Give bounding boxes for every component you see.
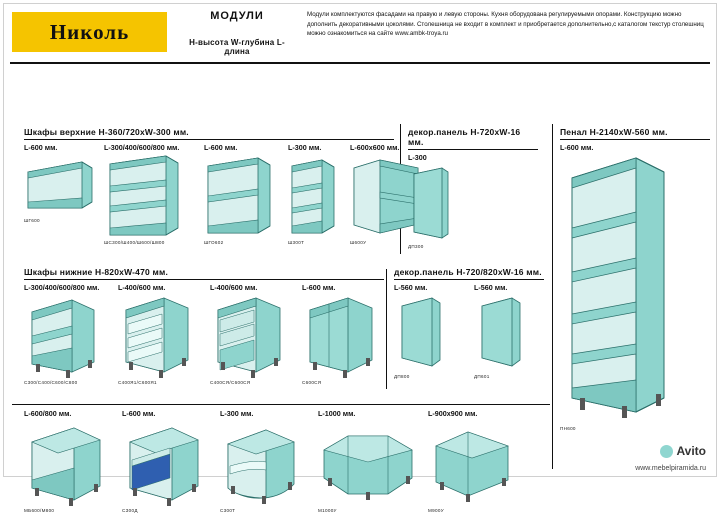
vertical-divider-lower-decor: [386, 269, 387, 389]
section-bottom: [24, 406, 544, 513]
product-lower-2-size: L-400/600 мм.: [118, 283, 166, 292]
product-upper-1[interactable]: [24, 140, 96, 223]
product-bottom-4-drawing: [318, 420, 418, 506]
product-bottom-2-code: СЗ00Д: [122, 508, 138, 513]
product-lower-decor-2[interactable]: [474, 280, 536, 379]
product-penal-1-drawing: [560, 154, 680, 424]
product-lower-1-code: С300/С400/С600/С800: [24, 380, 78, 385]
section-upper: [24, 122, 400, 245]
product-bottom-5-size: L-900x900 мм.: [428, 409, 478, 418]
product-upper-3-drawing: [204, 154, 280, 238]
product-upper-4-size: L-300 мм.: [288, 143, 322, 152]
product-upper-5-size: L-600x600 мм.: [350, 143, 400, 152]
section-lower-decor-title: декор.панель H-720/820xW-16 мм.: [394, 267, 542, 277]
product-lower-decor-2-size: L-560 мм.: [474, 283, 508, 292]
product-lower-decor-1-code: ДП800: [394, 374, 410, 379]
product-upper-2[interactable]: [104, 140, 196, 245]
product-lower-decor-2-drawing: [474, 294, 532, 372]
product-lower-2[interactable]: [118, 280, 202, 385]
product-lower-1-size: L-300/400/600/800 мм.: [24, 283, 100, 292]
avito-watermark: [660, 444, 706, 458]
section-lower-decor: [394, 262, 544, 379]
product-penal-1-code: ПН600: [560, 426, 576, 431]
product-lower-3[interactable]: [210, 280, 294, 385]
product-upper-1-size: L-600 мм.: [24, 143, 58, 152]
product-lower-decor-2-code: ДП601: [474, 374, 490, 379]
page-title: МОДУЛИ: [210, 10, 264, 22]
product-penal-1-size: L-600 мм.: [560, 143, 594, 152]
product-bottom-2[interactable]: [122, 406, 214, 513]
section-upper-decor: [408, 122, 538, 249]
footer-website[interactable]: www.mebelpiramida.ru: [635, 465, 706, 472]
avito-watermark-text: Avito: [676, 444, 706, 458]
product-lower-2-code: С400Я1/С600Я1: [118, 380, 157, 385]
header-title-group: [177, 8, 297, 56]
section-upper-decor-underline: [408, 149, 538, 150]
product-upper-4-drawing: [288, 154, 342, 238]
product-upper-2-code: ШС300/Ш400/Ш600/Ш800: [104, 240, 165, 245]
product-bottom-2-size: L-600 мм.: [122, 409, 156, 418]
product-upper-decor-1[interactable]: [408, 153, 468, 249]
section-upper-title: Шкафы верхние H-360/720xW-300 мм.: [24, 127, 189, 137]
product-bottom-1[interactable]: [24, 406, 116, 513]
product-lower-4-code: С600СЯ: [302, 380, 322, 385]
product-lower-1-drawing: [24, 294, 110, 378]
product-bottom-3-drawing: [220, 420, 308, 506]
product-bottom-5[interactable]: [428, 406, 526, 513]
product-upper-1-drawing: [24, 154, 96, 216]
product-lower-4[interactable]: [302, 280, 384, 385]
product-bottom-3-size: L-300 мм.: [220, 409, 254, 418]
product-bottom-5-code: М900У: [428, 508, 444, 513]
product-lower-decor-1[interactable]: [394, 280, 456, 379]
section-lower: [24, 262, 384, 385]
product-upper-decor-1-drawing: [408, 164, 466, 242]
product-upper-decor-1-size: L-300: [408, 153, 427, 162]
page-header: [0, 0, 720, 60]
product-lower-3-size: L-400/600 мм.: [210, 283, 258, 292]
avito-logo-icon: [660, 445, 673, 458]
section-penal-title: Пенал H-2140xW-560 мм.: [560, 127, 668, 137]
section-penal-underline: [560, 139, 710, 140]
header-note: Модули комплектуются фасадами на правую и левую стороны. Кухня оборудована регулируемыми опорами. Конструкцию можно дополнить декоративными цоколями. Столешница не входит в комплект и приобретается дополнительно,с каталогом текстур столешниц можно ознакомиться на сайте www.ambk-troya.ru: [307, 11, 704, 38]
product-bottom-1-size: L-600/800 мм.: [24, 409, 72, 418]
product-penal-1[interactable]: [560, 143, 710, 431]
product-lower-2-drawing: [118, 294, 202, 378]
product-bottom-3[interactable]: [220, 406, 312, 513]
section-penal: [560, 122, 710, 431]
product-lower-decor-1-size: L-560 мм.: [394, 283, 428, 292]
product-bottom-4-code: М1000У: [318, 508, 337, 513]
product-lower-4-drawing: [302, 294, 384, 378]
product-bottom-1-drawing: [24, 420, 112, 506]
brand-name: Николь: [49, 19, 130, 44]
product-upper-3-code: ШГО602: [204, 240, 224, 245]
header-divider: [10, 62, 710, 64]
product-upper-2-size: L-300/400/600/800 мм.: [104, 143, 180, 152]
product-bottom-2-drawing: [122, 420, 210, 506]
brand-logo: [12, 12, 167, 52]
product-lower-1[interactable]: [24, 280, 110, 385]
product-upper-3-size: L-600 мм.: [204, 143, 238, 152]
product-upper-5-code: Ш600У: [350, 240, 367, 245]
product-upper-4-code: Ш300Т: [288, 240, 305, 245]
product-bottom-5-drawing: [428, 420, 520, 506]
product-bottom-1-code: МБ600/М800: [24, 508, 55, 513]
section-upper-decor-title: декор.панель H-720xW-16 мм.: [408, 127, 521, 147]
vertical-divider: [552, 124, 553, 469]
bottom-row-divider: [12, 404, 550, 405]
dimension-legend: H-высота W-глубина L-длина: [189, 38, 285, 56]
product-upper-2-drawing: [104, 154, 196, 238]
product-bottom-3-code: С300Т: [220, 508, 236, 513]
product-lower-3-drawing: [210, 294, 294, 378]
product-upper-1-code: ШГ600: [24, 218, 40, 223]
product-upper-3[interactable]: [204, 140, 280, 245]
product-bottom-4-size: L-1000 мм.: [318, 409, 356, 418]
product-upper-decor-1-code: ДП300: [408, 244, 424, 249]
product-lower-3-code: С400СЯ/С600СЯ: [210, 380, 251, 385]
product-bottom-4[interactable]: [318, 406, 422, 513]
product-lower-decor-1-drawing: [394, 294, 452, 372]
product-upper-4[interactable]: [288, 140, 342, 245]
section-lower-title: Шкафы нижние H-820xW-470 мм.: [24, 267, 169, 277]
product-lower-4-size: L-600 мм.: [302, 283, 336, 292]
